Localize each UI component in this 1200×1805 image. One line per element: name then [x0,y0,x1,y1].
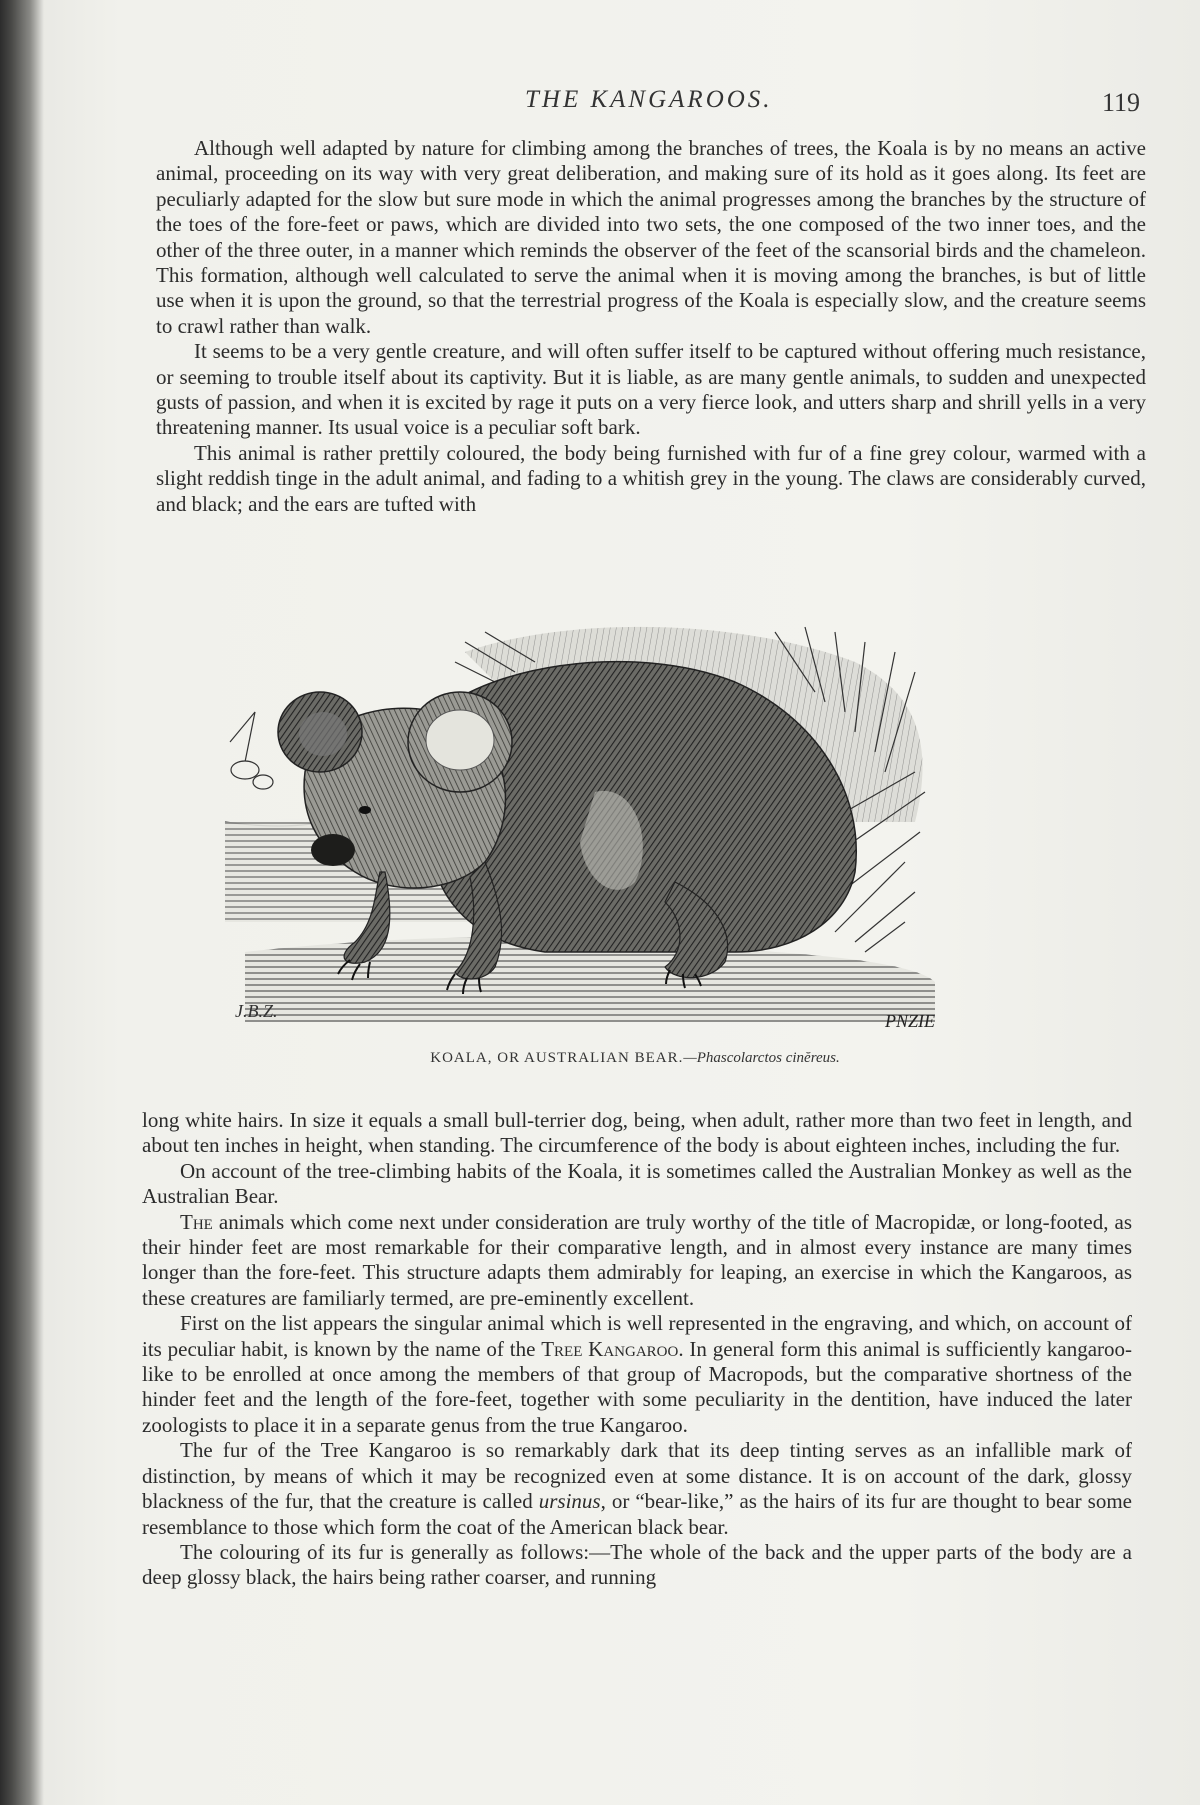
paragraph-text: The fur of the Tree Kangaroo is so remarkably dark that its deep tinting serves as an infallible mark of distinction, by means of which it may be recognized even at some distance. It is on account of the dark, glossy blackness of the fur, that the creature is called [142,1438,1132,1514]
koala-illustration [215,622,1055,1042]
body-text-top [156,136,1146,517]
italic-term: ursinus [538,1489,601,1514]
paragraph-text: animals which come next under consideration are truly worthy of the title of Macropidæ, or long-footed, as their hinder feet are most remarkable for their comparative length, and in almost every instance are many times longer than the fore-feet. This structure adapts them admirably for leaping, an exercise in which the Kangaroos, as these creatures are familiarly termed, are pre-eminently excellent. [142,1209,1132,1310]
book-binding-shadow [0,0,44,1805]
paragraph: This animal is rather prettily coloured, the body being furnished with fur of a fine grey colour, warmed with a slight reddish tinge in the adult animal, and fading to a whitish grey in the young. The claws are considerably curved, and black; and the ears are tufted with [156,440,1146,516]
paragraph [142,1210,1132,1312]
small-caps-lead: The [180,1209,213,1234]
koala [278,662,856,994]
engraver-signature-left: J.B.Z. [235,1001,278,1021]
paragraph-continuation: long white hairs. In size it equals a small bull-terrier dog, being, when adult, rather more than two feet in length, and about ten inches in height, when standing. The circumference of the body is about eighteen inches, including the fur. [142,1108,1132,1158]
paragraph [142,1438,1132,1540]
paragraph: The colouring of its fur is generally as follows:—The whole of the back and the upper parts of the body are a deep glossy black, the hairs being rather coarser, and running [142,1539,1132,1590]
paragraph-text: , or “bear-like,” as the hairs of its fur are thought to bear some resemblance to those which form the coat of the American black bear. [142,1489,1132,1539]
page-number: 119 [1101,88,1140,117]
small-caps-term: Tree Kangaroo [541,1336,679,1361]
figure-caption [215,1050,1055,1067]
paragraph: It seems to be a very gentle creature, and will often suffer itself to be captured without offering much resistance, or seeming to trouble itself about its captivity. But it is liable, as are many gentle animals, to sudden and unexpected gusts of passion, and when it is excited by rage it puts on a very fierce look, and utters sharp and shrill yells in a very threatening manner. Its usual voice is a peculiar soft bark. [156,339,1146,440]
caption-latin: —Phascolarctos cinĕreus. [683,1050,840,1066]
body-text-bottom [142,1108,1132,1591]
paragraph: Although well adapted by nature for climbing among the branches of trees, the Koala is by no means an active animal, proceeding on its way with very great deliberation, and making sure of its hold as it goes along. Its feet are peculiarly adapted for the slow but sure mode in which the animal progresses among the branches by the structure of the toes of the fore-feet or paws, which are divided into two sets, the one composed of the two inner toes, and the other of the three outer, in a manner which reminds the observer of the feet of the scansorial birds and the chameleon. This formation, although well calculated to serve the animal when it is moving among the branches, is but of little use when it is upon the ground, so that the terrestrial progress of the Koala is especially slow, and the creature seems to crawl rather than walk. [156,136,1146,338]
paragraph-text: First on the list appears the singular animal which is well represented in the engraving, and which, on account of its peculiar habit, is known by the name of the [142,1311,1132,1361]
paragraph-text: . In general form this animal is sufficiently kangaroo-like to be enrolled at once among the members of that group of Macropods, but the comparative shortness of the hinder feet and the length of the fore-feet, together with some peculiarity in the dentition, have induced the later zoologists to place it in a separate genus from the true Kangaroo. [142,1336,1133,1437]
paragraph [142,1311,1132,1438]
running-header [150,86,1140,122]
caption-main: KOALA, OR AUSTRALIAN BEAR. [430,1050,684,1066]
koala-engraving [215,622,1055,1042]
running-title: THE KANGAROOS. [525,86,773,113]
paragraph: On account of the tree-climbing habits of the Koala, it is sometimes called the Australian Monkey as well as the Australian Bear. [142,1158,1132,1209]
engraver-signature-right: PNZIE [885,1011,936,1031]
